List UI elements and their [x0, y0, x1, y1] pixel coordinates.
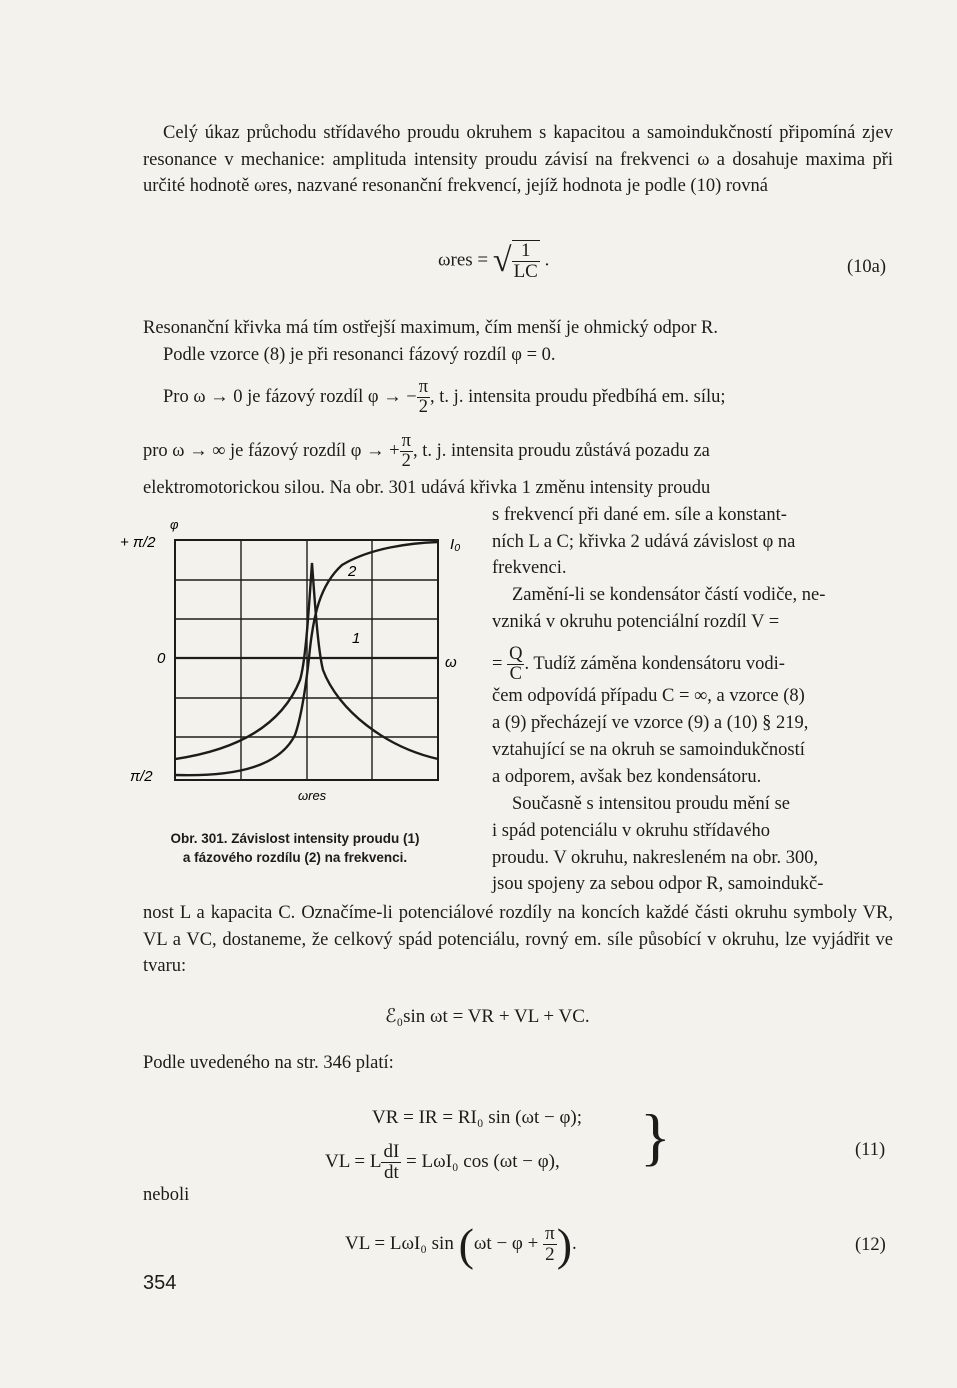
label-curve-2: 2: [348, 563, 357, 580]
equation-10a: ωres = √ $\frac{1}{LC}$ .: [438, 240, 550, 282]
page-number: 354: [143, 1272, 177, 1294]
equation-emf: ℰ₀sin ωt = VR + VL + VC.: [385, 1006, 590, 1027]
label-omega-axis: ω: [445, 654, 457, 671]
figure-caption: Obr. 301. Závislost intensity proudu (1) a fázového rozdílu (2) na frekvenci.: [170, 831, 420, 865]
brace-11: }: [640, 1101, 671, 1172]
label-plus-pi-half: + π/2: [120, 534, 156, 551]
word-neboli: neboli: [143, 1185, 190, 1205]
label-omega-res: ωres: [298, 788, 327, 803]
right-line-14: jsou spojeny za sebou odpor R, samoindukč-: [492, 874, 824, 894]
label-I0: I₀: [450, 536, 461, 553]
right-line-2: ních L a C; křivka 2 udává závislost φ na: [492, 532, 796, 552]
equation-label-11: (11): [855, 1140, 886, 1160]
right-line-9: vztahující se na okruh se samoindukčností: [492, 740, 805, 760]
label-phi: φ: [170, 517, 179, 532]
equation-label-10a: (10a): [847, 257, 887, 277]
label-minus-pi-half: π/2: [130, 768, 153, 785]
right-line-12: i spád potenciálu v okruhu střídavého: [492, 821, 770, 841]
paragraph-intro: Celý úkaz průchodu střídavého proudu okruhem s kapacitou a samoindukčností připomíná zjev resonance v mechanice: amplituda intensity proudu závisí na frekvenci ω a dosahuje maxima při určité hodnotě ωres, nazvané resonanční frekvencí, jejíž hodnota je podle (10) rovná: [143, 123, 893, 196]
right-line-10: a odporem, avšak bez kondensátoru.: [492, 767, 762, 787]
right-line-8: a (9) přecházejí ve vzorce (9) a (10) § 219,: [492, 713, 809, 733]
figure-301: [120, 515, 465, 825]
equation-11b: VL = L $\frac{dI}{dt}$ = LωI₀ cos (ωt − φ),: [325, 1141, 560, 1183]
right-line-11: Současně s intensitou proudu mění se: [512, 794, 790, 814]
paragraph-omega-infinity: pro ω → ∞ je fázový rozdíl φ → + $\frac{\pi}{2}$ , t. j. intensita proudu zůstává pozadu za: [143, 431, 710, 472]
right-line-5: vzniká v okruhu potenciální rozdíl V =: [492, 612, 780, 632]
paragraph-according: Podle uvedeného na str. 346 platí:: [143, 1053, 394, 1073]
paragraph-phase-zero: Podle vzorce (8) je při resonanci fázový rozdíl φ = 0.: [163, 345, 556, 365]
equation-12: VL = LωI₀ sin (ωt − φ + $\frac{\pi}{2}$ ).: [345, 1219, 577, 1270]
paragraph-resonance-curve: Resonanční křivka má tím ostřejší maximum, čím menší je ohmický odpor R.: [143, 318, 718, 338]
paragraph-omega-zero: Pro ω → 0 je fázový rozdíl φ → − $\frac{\pi}{2}$ , t. j. intensita proudu předbíhá em. sílu;: [163, 377, 726, 418]
equation-label-12: (12): [855, 1235, 886, 1255]
label-curve-1: 1: [352, 630, 361, 647]
paragraph-fig-intro: elektromotorickou silou. Na obr. 301 udává křivka 1 změnu intensity proudu: [143, 478, 711, 498]
right-line-3: frekvenci.: [492, 558, 567, 578]
right-line-13: proudu. V okruhu, nakresleném na obr. 300,: [492, 848, 819, 868]
paragraph-potential: nost L a kapacita C. Označíme-li potenciálové rozdíly na koncích každé části okruhu symboly VR, VL a VC, dostaneme, že celkový spád potenciálu, rovný em. síle působící v okruhu, lze vyjádřit ve tvaru:: [143, 903, 893, 976]
right-line-6: = $\frac{Q}{C}$ . Tudíž záměna kondensátoru vodi-: [492, 644, 785, 685]
right-line-7: čem odpovídá případu C = ∞, a vzorce (8): [492, 686, 805, 706]
label-zero: 0: [157, 650, 166, 667]
equation-11a: VR = IR = RI₀ sin (ωt − φ);: [372, 1107, 583, 1128]
right-line-4: Zamění-li se kondensátor částí vodiče, ne-: [512, 585, 826, 605]
right-line-1: s frekvencí při dané em. síle a konstant-: [492, 505, 787, 525]
